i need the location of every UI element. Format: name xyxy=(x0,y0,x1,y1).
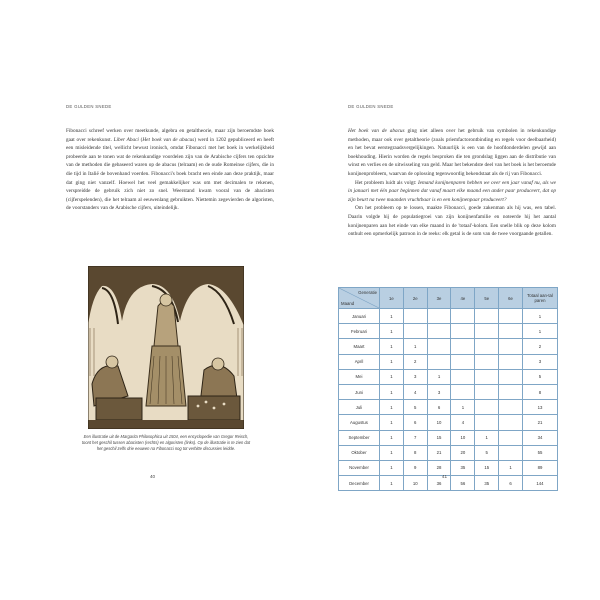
header-diagonal-cell xyxy=(339,288,380,309)
generation-cell xyxy=(499,309,523,324)
header-gen: 6e xyxy=(499,288,523,309)
generation-cell xyxy=(499,400,523,415)
generation-cell: 56 xyxy=(451,476,475,491)
month-cell: Juni xyxy=(339,384,380,399)
generation-cell xyxy=(475,354,499,369)
woodcut-engraving-image xyxy=(88,266,244,429)
total-cell: 3 xyxy=(523,354,558,369)
table-row xyxy=(339,369,558,384)
generation-cell xyxy=(451,354,475,369)
header-gen: 5e xyxy=(475,288,499,309)
total-cell: 21 xyxy=(523,415,558,430)
table-body xyxy=(339,309,558,491)
generation-cell: 35 xyxy=(451,460,475,475)
running-head: DE GULDEN SNEDE xyxy=(348,104,394,109)
generation-cell: 4 xyxy=(403,384,427,399)
generation-cell: 15 xyxy=(427,430,451,445)
header-generation: Generatie xyxy=(358,290,377,295)
generation-cell xyxy=(427,339,451,354)
generation-cell xyxy=(475,384,499,399)
generation-cell: 1 xyxy=(403,339,427,354)
page-number: 41 xyxy=(442,474,448,479)
generation-cell: 28 xyxy=(427,460,451,475)
month-cell: December xyxy=(339,476,380,491)
generation-cell: 1 xyxy=(380,309,404,324)
generation-cell: 5 xyxy=(475,445,499,460)
generation-cell: 6 xyxy=(499,476,523,491)
month-cell: April xyxy=(339,354,380,369)
generation-cell: 1 xyxy=(380,354,404,369)
generation-cell xyxy=(499,384,523,399)
generation-cell xyxy=(499,339,523,354)
generation-cell: 1 xyxy=(380,339,404,354)
generation-cell xyxy=(499,324,523,339)
generation-cell: 36 xyxy=(427,476,451,491)
generation-cell xyxy=(475,324,499,339)
month-cell: Januari xyxy=(339,309,380,324)
generation-cell: 4 xyxy=(451,415,475,430)
figure-caption: Een illustratie uit de Margarita Philosophica uit 1504, een encyclopedie van Gregor Reisch, toont het geschil tussen abacisten (rechts) en algoristen (links). Op de illustratie is te zien dat het geschil zelfs drie eeuwen na Fibonacci nog tot verhitte discussies leidde. xyxy=(81,434,251,452)
paragraph: Het boek van de abacus ging niet alleen over het gebruik van symbolen in rekenkundige methoden, maar ook over getaltheorie (zoals priemfactorontbinding en regels voor deelbaarheid) en het bevat eerstegraadsvergelijkingen. Natuurlijk is een van de hoofdonderdelen gewijd aan boekhouding. Hierin worden de regels besproken die ten grondslag liggen aan de distributie van winst en verlies en de uitwisseling van geld. Maar het bekendste deel van het boek is het beroemde konijnenprobleem, waarvan de oplossing tegenwoordig bekendstaat als de rij van Fibonacci. xyxy=(348,128,556,177)
body-text xyxy=(348,127,556,239)
total-cell: 89 xyxy=(523,460,558,475)
generation-cell xyxy=(475,309,499,324)
generation-cell: 9 xyxy=(403,460,427,475)
month-cell: Maart xyxy=(339,339,380,354)
generation-cell: 7 xyxy=(403,430,427,445)
table-header-row xyxy=(339,288,558,309)
generation-cell xyxy=(403,309,427,324)
total-cell: 55 xyxy=(523,445,558,460)
generation-cell: 1 xyxy=(380,460,404,475)
month-cell: September xyxy=(339,430,380,445)
month-cell: Mei xyxy=(339,369,380,384)
total-cell: 144 xyxy=(523,476,558,491)
generation-cell: 6 xyxy=(403,415,427,430)
generation-cell: 1 xyxy=(499,460,523,475)
body-text xyxy=(66,127,274,213)
table-row xyxy=(339,415,558,430)
header-total: Totaal aan-tal paren xyxy=(523,288,558,309)
generation-cell: 8 xyxy=(403,445,427,460)
generation-cell: 1 xyxy=(427,369,451,384)
generation-cell: 15 xyxy=(475,460,499,475)
generation-cell: 5 xyxy=(403,400,427,415)
right-page xyxy=(300,0,600,600)
total-cell: 1 xyxy=(523,324,558,339)
generation-cell: 10 xyxy=(451,430,475,445)
generation-cell xyxy=(499,445,523,460)
generation-cell: 1 xyxy=(475,430,499,445)
table-row xyxy=(339,460,558,475)
generation-cell: 35 xyxy=(475,476,499,491)
header-month: Maand xyxy=(341,301,355,306)
generation-cell: 1 xyxy=(380,415,404,430)
generation-cell: 1 xyxy=(380,476,404,491)
generation-cell: 10 xyxy=(427,415,451,430)
generation-cell xyxy=(475,339,499,354)
generation-cell xyxy=(499,369,523,384)
generation-cell xyxy=(427,354,451,369)
table-row xyxy=(339,445,558,460)
woodcut-illustration xyxy=(88,266,244,429)
total-cell: 34 xyxy=(523,430,558,445)
generation-cell: 1 xyxy=(380,384,404,399)
generation-cell: 1 xyxy=(380,400,404,415)
generation-cell: 20 xyxy=(451,445,475,460)
total-cell: 1 xyxy=(523,309,558,324)
generation-cell: 1 xyxy=(380,369,404,384)
header-gen: 2e xyxy=(403,288,427,309)
paragraph: Het probleem luidt als volgt: Iemand konijnenparen hebben we over een jaar vanaf nu, als we in januari met één paar beginnen dat vanaf maart elke maand een ander paar produceert, dat op zijn beurt na twee maanden vruchtbaar is en een konijnenpaar produceert? xyxy=(348,179,556,203)
generation-cell xyxy=(403,324,427,339)
header-gen: 3e xyxy=(427,288,451,309)
generation-cell xyxy=(451,369,475,384)
generation-cell: 1 xyxy=(380,445,404,460)
generation-cell xyxy=(427,324,451,339)
header-gen: 4e xyxy=(451,288,475,309)
total-cell: 2 xyxy=(523,339,558,354)
total-cell: 8 xyxy=(523,384,558,399)
generation-cell xyxy=(451,384,475,399)
fibonacci-table xyxy=(338,287,558,491)
generation-cell xyxy=(451,339,475,354)
generation-cell: 10 xyxy=(403,476,427,491)
generation-cell: 1 xyxy=(380,324,404,339)
month-cell: Februari xyxy=(339,324,380,339)
generation-cell: 1 xyxy=(380,430,404,445)
generation-cell: 3 xyxy=(403,369,427,384)
generation-cell xyxy=(475,369,499,384)
generation-cell xyxy=(499,354,523,369)
generation-cell xyxy=(475,400,499,415)
generation-cell xyxy=(499,430,523,445)
generation-cell: 6 xyxy=(427,400,451,415)
generation-cell xyxy=(427,309,451,324)
generation-cell: 21 xyxy=(427,445,451,460)
table-row xyxy=(339,384,558,399)
month-cell: November xyxy=(339,460,380,475)
total-cell: 13 xyxy=(523,400,558,415)
month-cell: Oktober xyxy=(339,445,380,460)
table-row xyxy=(339,476,558,491)
generation-cell xyxy=(451,324,475,339)
month-cell: Juli xyxy=(339,400,380,415)
table-row xyxy=(339,309,558,324)
generation-cell xyxy=(499,415,523,430)
paragraph: Om het probleem op te lossen, maakte Fibonacci, goede zakenman als hij was, een tabel. Daarin volgde hij de populatiegroei van zijn konijnenfamilie en noteerde hij het aantal konijnenparen aan het einde van elke maand in de 'totaal'-kolom. Een snelle blik op deze kolom onthult een opmerkelijk patroon in de reeks: elk getal is de som van de twee voorgaande getallen. xyxy=(348,205,556,238)
generation-cell: 3 xyxy=(427,384,451,399)
header-gen: 1e xyxy=(380,288,404,309)
total-cell: 5 xyxy=(523,369,558,384)
table-row xyxy=(339,430,558,445)
table-row xyxy=(339,324,558,339)
month-cell: Augustus xyxy=(339,415,380,430)
generation-cell xyxy=(451,309,475,324)
table-row xyxy=(339,354,558,369)
page-number: 40 xyxy=(150,474,156,479)
paragraph: Fibonacci schreef werken over meetkunde, algebra en getaltheorie, maar zijn beroemdste boek gaat over rekenkunst. Liber Abaci (Het boek van de abacus) werd in 1202 gepubliceerd en heeft een misleidende titel, wellicht bewust ironisch, omdat Fibonacci met het boek in werkelijkheid probeerde aan te tonen wat de rekenkundige voordelen zijn van de Arabische cijfers ten opzichte van de methoden die gebaseerd waren op de abacus (telraam) en de oude Romeinse cijfers, die in die tijd in Italië de bovenhand voerden. Fibonacci's boek bracht een einde aan deze praktijk, maar dat ging niet vanzelf. Hoewel het veel gemakkelijker was om met decimalen te rekenen, verspreidde de gebruik zich niet zo snel. Weerstand kwam vooral van de abacisten (cijferspelenden), die het telraam al eeuwenlang gebruikten. Niettemin zegevierden de algoristen, de voorstanders van de Arabische cijfers, uiteindelijk. xyxy=(66,128,275,212)
table-row xyxy=(339,400,558,415)
generation-cell xyxy=(475,415,499,430)
table-row xyxy=(339,339,558,354)
generation-cell: 1 xyxy=(451,400,475,415)
running-head: DE GULDEN SNEDE xyxy=(66,104,112,109)
generation-cell: 2 xyxy=(403,354,427,369)
